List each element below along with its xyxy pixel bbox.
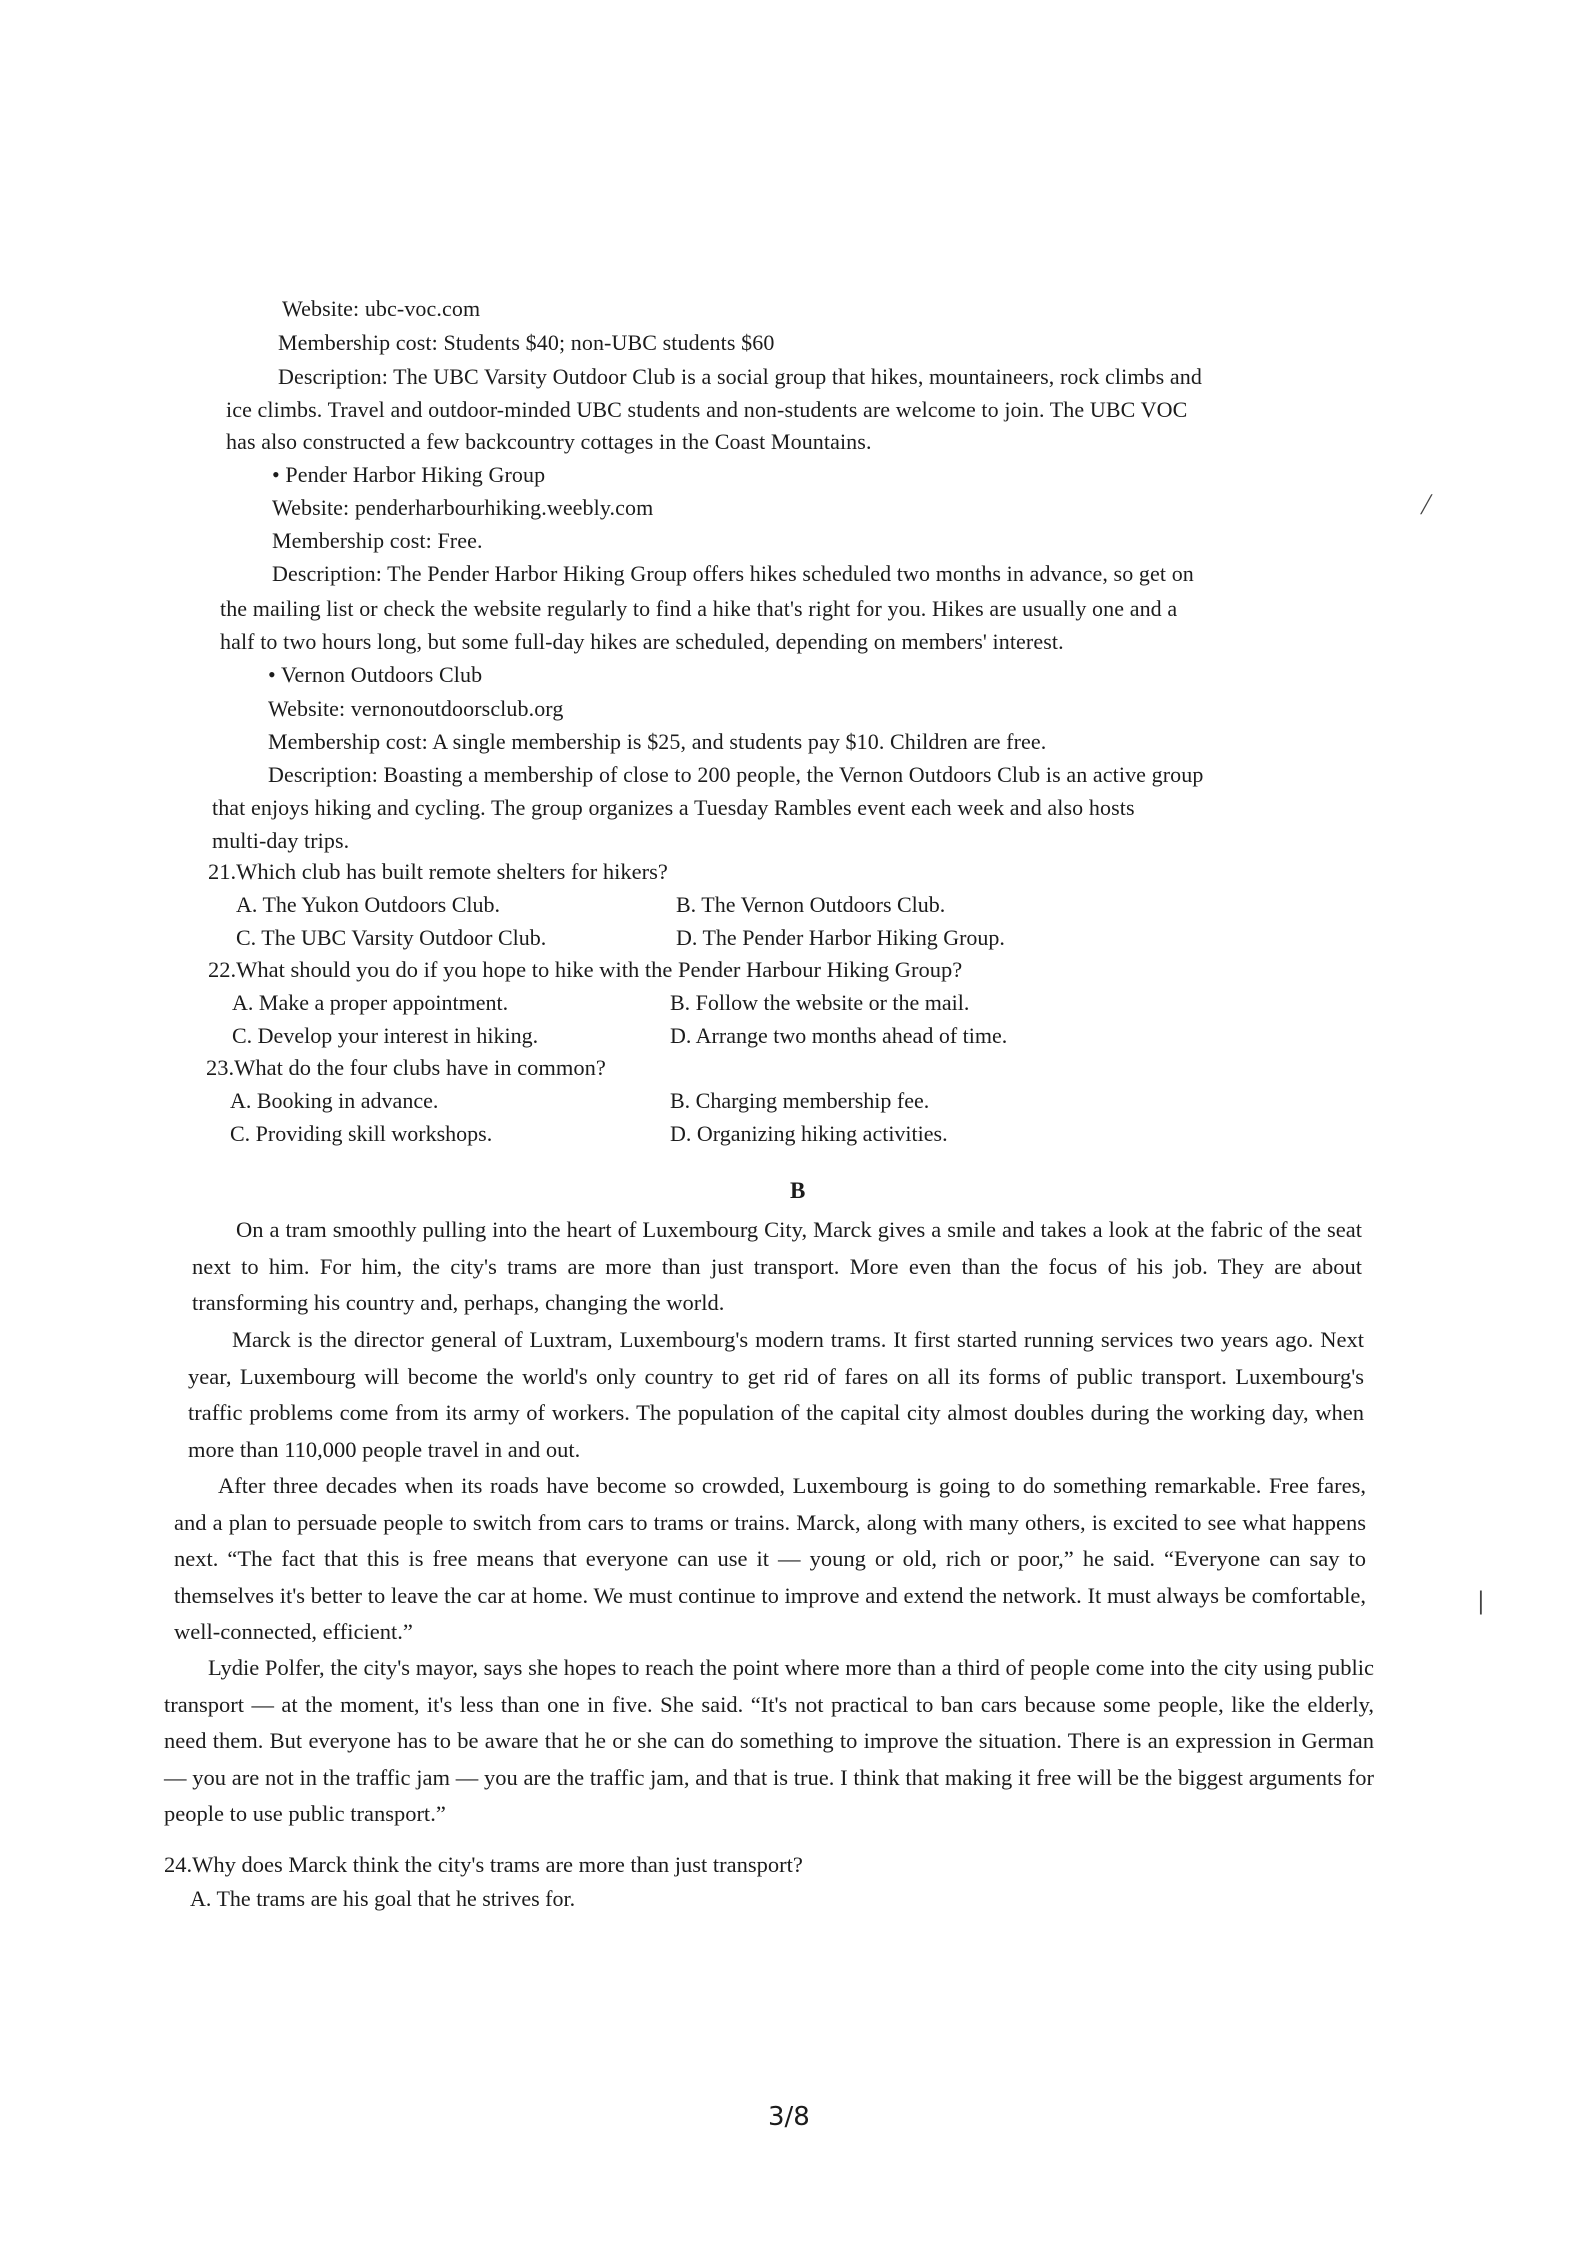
question-22-option-b: B. Follow the website or the mail.	[670, 990, 970, 1015]
question-23-stem: 23.What do the four clubs have in common?	[206, 1055, 606, 1080]
question-21-option-d: D. The Pender Harbor Hiking Group.	[676, 925, 1005, 950]
question-22-stem: 22.What should you do if you hope to hike with the Pender Harbour Hiking Group?	[208, 957, 963, 982]
vernon-desc-line: Description: Boasting a membership of close to 200 people, the Vernon Outdoors Club is an active group	[268, 762, 1204, 787]
question-23-option-b: B. Charging membership fee.	[670, 1088, 930, 1113]
passage-b-paragraph-2: Marck is the director general of Luxtram, Luxembourg's modern trams. It first started running services two years ago. Next year, Luxembourg will become the world's only country to get rid of fares on all its forms of public transport. Luxembourg's traffic problems come from its army of workers. The population of the capital city almost doubles during the working day, when more than 110,000 people travel in and out.	[188, 1327, 1364, 1462]
scan-mark: |	[1478, 1586, 1484, 1615]
question-21-option-b: B. The Vernon Outdoors Club.	[676, 892, 946, 917]
question-22-option-a: A. Make a proper appointment.	[232, 990, 509, 1015]
vernon-desc-line: multi-day trips.	[212, 828, 350, 853]
ubc-desc-line: ice climbs. Travel and outdoor-minded UBC students and non-students are welcome to join. The UBC VOC	[226, 397, 1188, 422]
vernon-name: • Vernon Outdoors Club	[268, 662, 483, 687]
question-24-stem: 24.Why does Marck think the city's trams are more than just transport?	[164, 1852, 803, 1877]
scan-mark: /	[1418, 488, 1434, 521]
page-number: 3/8	[768, 2102, 810, 2132]
vernon-desc-line: that enjoys hiking and cycling. The group organizes a Tuesday Rambles event each week and also hosts	[212, 795, 1135, 820]
question-23-option-c: C. Providing skill workshops.	[230, 1121, 493, 1146]
pender-website: Website: penderharbourhiking.weebly.com	[272, 495, 654, 520]
ubc-membership: Membership cost: Students $40; non-UBC students $60	[278, 330, 775, 355]
question-22-option-c: C. Develop your interest in hiking.	[232, 1023, 539, 1048]
pender-desc-line: Description: The Pender Harbor Hiking Group offers hikes scheduled two months in advance, so get on	[272, 561, 1194, 586]
pender-desc-line: the mailing list or check the website regularly to find a hike that's right for you. Hikes are usually one and a	[220, 596, 1178, 621]
passage-b-paragraph-4: Lydie Polfer, the city's mayor, says she hopes to reach the point where more than a third of people come into the city using public transport — at the moment, it's less than one in five. She said. “It's not practical to ban cars because some people, like the elderly, need them. But everyone has to be aware that he or she can do something to improve the situation. There is an expression in German — you are not in the traffic jam — you are the traffic jam, and that is true. I think that making it free will be the biggest arguments for people to use public transport.”	[164, 1655, 1374, 1826]
ubc-website: Website: ubc-voc.com	[282, 296, 481, 321]
question-24-option-a: A. The trams are his goal that he strives for.	[190, 1886, 576, 1911]
pender-membership: Membership cost: Free.	[272, 528, 483, 553]
passage-b-paragraph-3: After three decades when its roads have become so crowded, Luxembourg is going to do something remarkable. Free fares, and a plan to persuade people to switch from cars to trams or trains. Marck, along with many others, is excited to see what happens next. “The fact that this is free means that everyone can use it — young or old, rich or poor,” he said. “Everyone can say to themselves it's better to leave the car at home. We must continue to improve and extend the network. It must always be comfortable, well-connected, efficient.”	[174, 1473, 1366, 1644]
vernon-website: Website: vernonoutdoorsclub.org	[268, 696, 564, 721]
question-22-option-d: D. Arrange two months ahead of time.	[670, 1023, 1008, 1048]
question-23-option-a: A. Booking in advance.	[230, 1088, 439, 1113]
question-23-option-d: D. Organizing hiking activities.	[670, 1121, 948, 1146]
pender-desc-line: half to two hours long, but some full-day hikes are scheduled, depending on members' interest.	[220, 629, 1064, 654]
vernon-membership: Membership cost: A single membership is $25, and students pay $10. Children are free.	[268, 729, 1047, 754]
question-21-option-a: A. The Yukon Outdoors Club.	[236, 892, 500, 917]
ubc-desc-line: Description: The UBC Varsity Outdoor Club is a social group that hikes, mountaineers, rock climbs and	[278, 364, 1202, 389]
question-21-option-c: C. The UBC Varsity Outdoor Club.	[236, 925, 547, 950]
question-21-stem: 21.Which club has built remote shelters for hikers?	[208, 859, 668, 884]
ubc-desc-line: has also constructed a few backcountry cottages in the Coast Mountains.	[226, 429, 872, 454]
section-b-label: B	[790, 1178, 806, 1203]
passage-b-paragraph-1: On a tram smoothly pulling into the heart of Luxembourg City, Marck gives a smile and takes a look at the fabric of the seat next to him. For him, the city's trams are more than just transport. More even than the focus of his job. They are about transforming his country and, perhaps, changing the world.	[192, 1217, 1362, 1315]
pender-name: • Pender Harbor Hiking Group	[272, 462, 546, 487]
